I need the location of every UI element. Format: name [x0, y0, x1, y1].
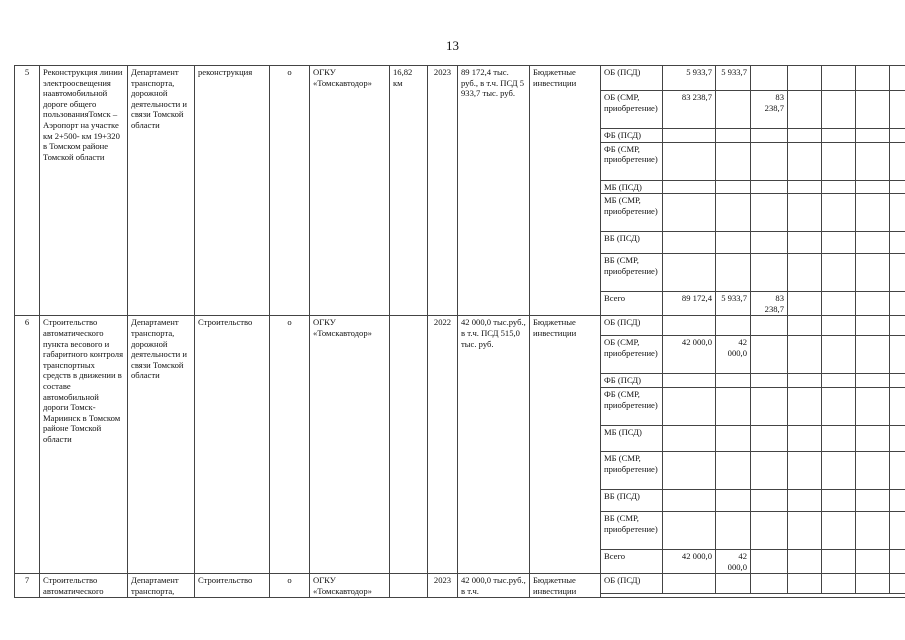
source-value-2 [751, 180, 788, 194]
table-row [15, 316, 905, 574]
source-label: ОБ (ПСД) [601, 66, 663, 91]
source-value-2 [751, 194, 788, 232]
source-label: ФБ (ПСД) [601, 374, 663, 388]
empty-cell [822, 574, 856, 594]
empty-cell [822, 511, 856, 549]
source-label: ВБ (ПСД) [601, 489, 663, 511]
empty-cell [822, 66, 856, 91]
source-total: 89 172,4 [663, 292, 716, 316]
source-total: 42 000,0 [663, 336, 716, 374]
source-value-1 [716, 451, 751, 489]
empty-cell [856, 292, 890, 316]
empty-cell [788, 511, 822, 549]
empty-cell [788, 142, 822, 180]
empty-cell [788, 254, 822, 292]
funding-source-row [601, 194, 905, 232]
unit-cell: о [270, 66, 310, 316]
source-value-1: 42 000,0 [716, 336, 751, 374]
source-label: ФБ (СМР, приобретение) [601, 142, 663, 180]
source-value-2 [751, 451, 788, 489]
source-value-1 [716, 374, 751, 388]
source-value-2 [751, 511, 788, 549]
empty-cell [856, 129, 890, 143]
empty-cell [856, 549, 890, 573]
empty-cell [890, 574, 905, 594]
source-value-1 [716, 91, 751, 129]
empty-cell [788, 66, 822, 91]
source-value-1 [716, 387, 751, 425]
source-total: 5 933,7 [663, 66, 716, 91]
empty-cell [890, 451, 905, 489]
funding-source-row [601, 254, 905, 292]
source-value-1 [716, 194, 751, 232]
capacity-cell: 16,82 км [390, 66, 428, 316]
funding-source-row [601, 451, 905, 489]
empty-cell [890, 232, 905, 254]
funding-source-row [601, 91, 905, 129]
department-cell: Департамент транспорта, дорожной деятельности и связи Томской области [128, 316, 195, 574]
empty-cell [822, 374, 856, 388]
source-value-1: 5 933,7 [716, 66, 751, 91]
unit-cell: о [270, 316, 310, 574]
empty-cell [856, 232, 890, 254]
funding-sources-table [601, 66, 905, 316]
funding-source-row [601, 425, 905, 451]
empty-cell [788, 180, 822, 194]
empty-cell [890, 425, 905, 451]
source-total [663, 254, 716, 292]
funding-sources-cell [601, 574, 905, 598]
source-value-2 [751, 374, 788, 388]
empty-cell [822, 254, 856, 292]
page-number: 13 [446, 38, 459, 53]
empty-cell [822, 549, 856, 573]
source-value-2 [751, 232, 788, 254]
source-label: МБ (ПСД) [601, 180, 663, 194]
funding-source-row [601, 549, 905, 573]
empty-cell [890, 66, 905, 91]
empty-cell [856, 451, 890, 489]
source-value-2 [751, 489, 788, 511]
source-total [663, 451, 716, 489]
source-value-2 [751, 316, 788, 336]
source-value-2 [751, 574, 788, 594]
empty-cell [856, 142, 890, 180]
source-value-2: 83 238,7 [751, 292, 788, 316]
source-value-1: 42 000,0 [716, 549, 751, 573]
funding-source-row [601, 232, 905, 254]
source-label: Всего [601, 292, 663, 316]
empty-cell [856, 425, 890, 451]
row-number-cell: 7 [15, 574, 40, 598]
source-value-2 [751, 387, 788, 425]
source-total [663, 129, 716, 143]
source-value-1 [716, 425, 751, 451]
source-total: 83 238,7 [663, 91, 716, 129]
year-cell: 2023 [428, 574, 458, 598]
source-total [663, 194, 716, 232]
source-value-2 [751, 425, 788, 451]
empty-cell [890, 489, 905, 511]
investment-type-cell: Бюджетные инвестиции [530, 316, 601, 574]
source-total [663, 425, 716, 451]
cost-cell: 89 172,4 тыс. руб., в т.ч. ПСД 5 933,7 тыс. руб. [458, 66, 530, 316]
funding-source-row [601, 180, 905, 194]
source-total [663, 387, 716, 425]
funding-source-row [601, 511, 905, 549]
empty-cell [856, 374, 890, 388]
investment-type-cell: Бюджетные инвестиции [530, 574, 601, 598]
empty-cell [890, 129, 905, 143]
empty-cell [822, 489, 856, 511]
department-cell: Департамент транспорта, дорожной деятельности и связи Томской области [128, 66, 195, 316]
table-row [15, 574, 905, 598]
empty-cell [890, 387, 905, 425]
empty-cell [822, 451, 856, 489]
source-value-1 [716, 129, 751, 143]
funding-sources-table [601, 574, 905, 595]
source-value-2 [751, 549, 788, 573]
empty-cell [788, 451, 822, 489]
capacity-cell [390, 574, 428, 598]
empty-cell [788, 489, 822, 511]
empty-cell [788, 425, 822, 451]
funding-source-row [601, 292, 905, 316]
funding-source-row [601, 129, 905, 143]
empty-cell [890, 374, 905, 388]
source-total [663, 316, 716, 336]
object-name-cell: Реконструкция линии электроосвещения наавтомобильной дороге общего пользованияТомск – Аэропорт на участке км 2+500- км 19+320 в Томском районе Томской области [40, 66, 128, 316]
empty-cell [856, 574, 890, 594]
empty-cell [788, 549, 822, 573]
object-name-cell: Строительство автоматического [40, 574, 128, 598]
empty-cell [788, 387, 822, 425]
empty-cell [890, 91, 905, 129]
empty-cell [822, 425, 856, 451]
funding-sources-cell [601, 66, 905, 316]
empty-cell [890, 142, 905, 180]
source-total [663, 142, 716, 180]
empty-cell [890, 549, 905, 573]
empty-cell [788, 574, 822, 594]
empty-cell [822, 91, 856, 129]
work-type-cell: Строительство [195, 316, 270, 574]
empty-cell [822, 336, 856, 374]
source-label: ВБ (СМР, приобретение) [601, 511, 663, 549]
year-cell: 2022 [428, 316, 458, 574]
funding-source-row [601, 316, 905, 336]
organization-cell: ОГКУ «Томскавтодор» [310, 66, 390, 316]
empty-cell [890, 254, 905, 292]
funding-source-row [601, 142, 905, 180]
source-label: ОБ (ПСД) [601, 574, 663, 594]
empty-cell [788, 292, 822, 316]
empty-cell [890, 292, 905, 316]
funding-sources-table [601, 316, 905, 574]
work-type-cell: Строительство [195, 574, 270, 598]
investment-type-cell: Бюджетные инвестиции [530, 66, 601, 316]
table-body [15, 66, 905, 598]
empty-cell [856, 511, 890, 549]
empty-cell [822, 194, 856, 232]
source-label: ОБ (СМР, приобретение) [601, 91, 663, 129]
work-type-cell: реконструкция [195, 66, 270, 316]
source-total [663, 232, 716, 254]
empty-cell [788, 91, 822, 129]
source-value-1 [716, 232, 751, 254]
source-label: ФБ (ПСД) [601, 129, 663, 143]
source-value-1 [716, 511, 751, 549]
source-value-2 [751, 254, 788, 292]
source-label: ФБ (СМР, приобретение) [601, 387, 663, 425]
funding-source-row [601, 374, 905, 388]
empty-cell [788, 374, 822, 388]
empty-cell [890, 194, 905, 232]
empty-cell [856, 194, 890, 232]
source-label: ВБ (СМР, приобретение) [601, 254, 663, 292]
source-total: 42 000,0 [663, 549, 716, 573]
source-value-2 [751, 142, 788, 180]
source-label: МБ (СМР, приобретение) [601, 451, 663, 489]
source-label: ОБ (СМР, приобретение) [601, 336, 663, 374]
source-value-2 [751, 129, 788, 143]
cost-cell: 42 000,0 тыс.руб., в т.ч. ПСД 515,0 тыс. руб. [458, 316, 530, 574]
source-label: Всего [601, 549, 663, 573]
row-number-cell: 5 [15, 66, 40, 316]
empty-cell [890, 511, 905, 549]
funding-source-row [601, 574, 905, 594]
empty-cell [788, 232, 822, 254]
source-value-1 [716, 574, 751, 594]
source-total [663, 374, 716, 388]
source-value-1: 5 933,7 [716, 292, 751, 316]
department-cell: Департамент транспорта, [128, 574, 195, 598]
source-label: МБ (СМР, приобретение) [601, 194, 663, 232]
source-value-1 [716, 142, 751, 180]
source-label: МБ (ПСД) [601, 425, 663, 451]
source-total [663, 574, 716, 594]
empty-cell [822, 129, 856, 143]
organization-cell: ОГКУ «Томскавтодор» [310, 574, 390, 598]
source-value-1 [716, 489, 751, 511]
object-name-cell: Строительство автоматического пункта весового и габаритного контроля транспортных средств в движении в составе автомобильной дороги Томск-Мариинск в Томском районе Томской области [40, 316, 128, 574]
funding-source-row [601, 489, 905, 511]
source-total [663, 511, 716, 549]
source-label: ОБ (ПСД) [601, 316, 663, 336]
investment-table [14, 65, 905, 598]
empty-cell [856, 254, 890, 292]
funding-source-row [601, 387, 905, 425]
empty-cell [788, 316, 822, 336]
funding-sources-cell [601, 316, 905, 574]
source-total [663, 489, 716, 511]
empty-cell [822, 232, 856, 254]
capacity-cell [390, 316, 428, 574]
source-total [663, 180, 716, 194]
empty-cell [890, 336, 905, 374]
empty-cell [788, 194, 822, 232]
unit-cell: о [270, 574, 310, 598]
cost-cell: 42 000,0 тыс.руб., в т.ч. [458, 574, 530, 598]
empty-cell [856, 180, 890, 194]
source-value-1 [716, 316, 751, 336]
empty-cell [788, 336, 822, 374]
empty-cell [856, 316, 890, 336]
empty-cell [856, 336, 890, 374]
source-value-1 [716, 254, 751, 292]
empty-cell [856, 387, 890, 425]
source-value-1 [716, 180, 751, 194]
year-cell: 2023 [428, 66, 458, 316]
empty-cell [890, 316, 905, 336]
empty-cell [822, 387, 856, 425]
funding-source-row [601, 336, 905, 374]
empty-cell [856, 91, 890, 129]
empty-cell [822, 142, 856, 180]
funding-source-row [601, 66, 905, 91]
empty-cell [822, 316, 856, 336]
source-value-2 [751, 66, 788, 91]
empty-cell [856, 489, 890, 511]
source-value-2: 83 238,7 [751, 91, 788, 129]
table-row [15, 66, 905, 316]
source-value-2 [751, 336, 788, 374]
row-number-cell: 6 [15, 316, 40, 574]
source-label: ВБ (ПСД) [601, 232, 663, 254]
empty-cell [788, 129, 822, 143]
empty-cell [856, 66, 890, 91]
empty-cell [890, 180, 905, 194]
organization-cell: ОГКУ «Томскавтодор» [310, 316, 390, 574]
empty-cell [822, 292, 856, 316]
empty-cell [822, 180, 856, 194]
